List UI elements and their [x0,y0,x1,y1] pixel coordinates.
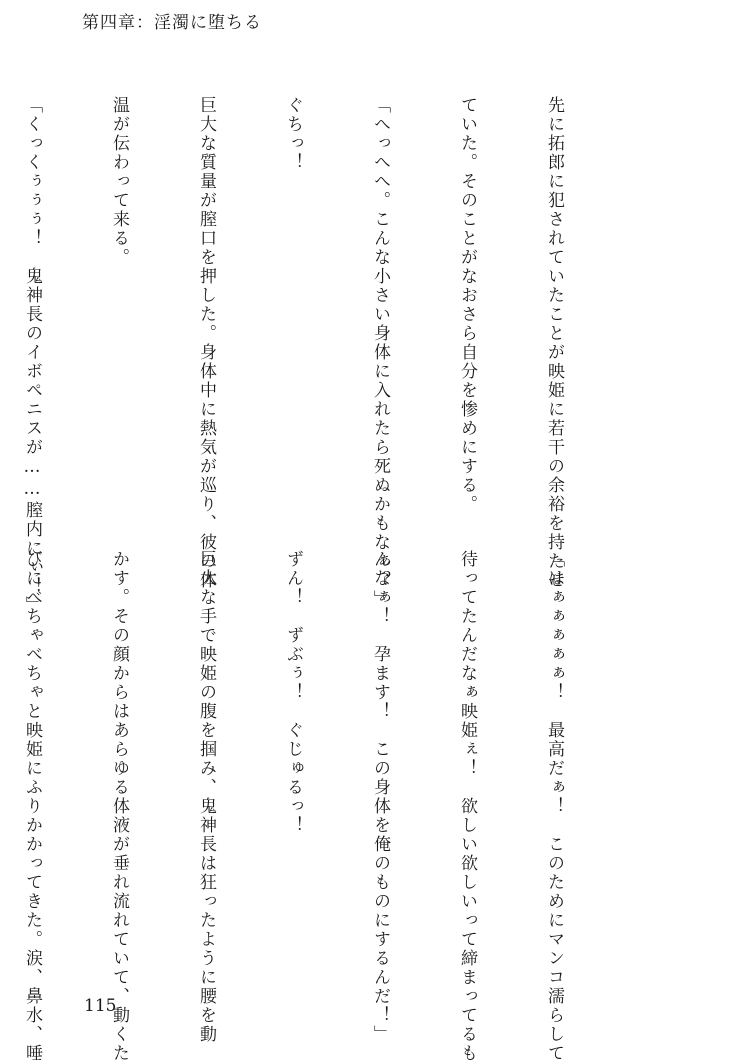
text-line: 「はぁぁぁぁぁ！ 最高だぁ！ このためにマンコ濡らして [544,550,564,1063]
page-number: 115 [84,996,117,1016]
text-line: んなぁ！ 孕ます！ この身体を俺のものにするんだ！」 [370,550,390,1044]
text-line: 待ってたんだなぁ映姫ぇ！ 欲しい欲しいって締まってるも [457,550,477,1063]
text-line: ていた。そのことがなおさら自分を惨めにする。 [457,96,477,514]
text-line: 「へっへへ。こんな小さい身体に入れたら死ぬかもなぁ？」 [370,96,390,609]
text-line: びにべちゃべちゃと映姫にふりかかってきた。涙、鼻水、唾 [22,550,42,1063]
body-text-top [22,96,626,615]
text-line: 巨大な質量が膣口を押した。身体中に熱気が巡り、彼の体 [196,96,216,590]
text-line: ずん！ ずぶぅ！ ぐじゅるっ！ [283,550,303,835]
text-line: 巨大な手で映姫の腹を掴み、鬼神長は狂ったように腰を動 [196,550,216,1044]
text-line: 温が伝わって来る。 [109,96,129,267]
running-title: 第四章：淫濁に堕ちる [82,13,262,33]
text-line: 先に拓郎に犯されていたことが映姫に若干の余裕を持たせ [544,96,564,590]
text-line: 「くっくぅぅぅ！ 鬼神長のイボペニスが……膣内にぃ！」 [22,96,42,615]
text-line: かす。その顔からはあらゆる体液が垂れ流れていて、動くた [109,550,129,1063]
text-line: ぐちっ！ [283,96,303,172]
